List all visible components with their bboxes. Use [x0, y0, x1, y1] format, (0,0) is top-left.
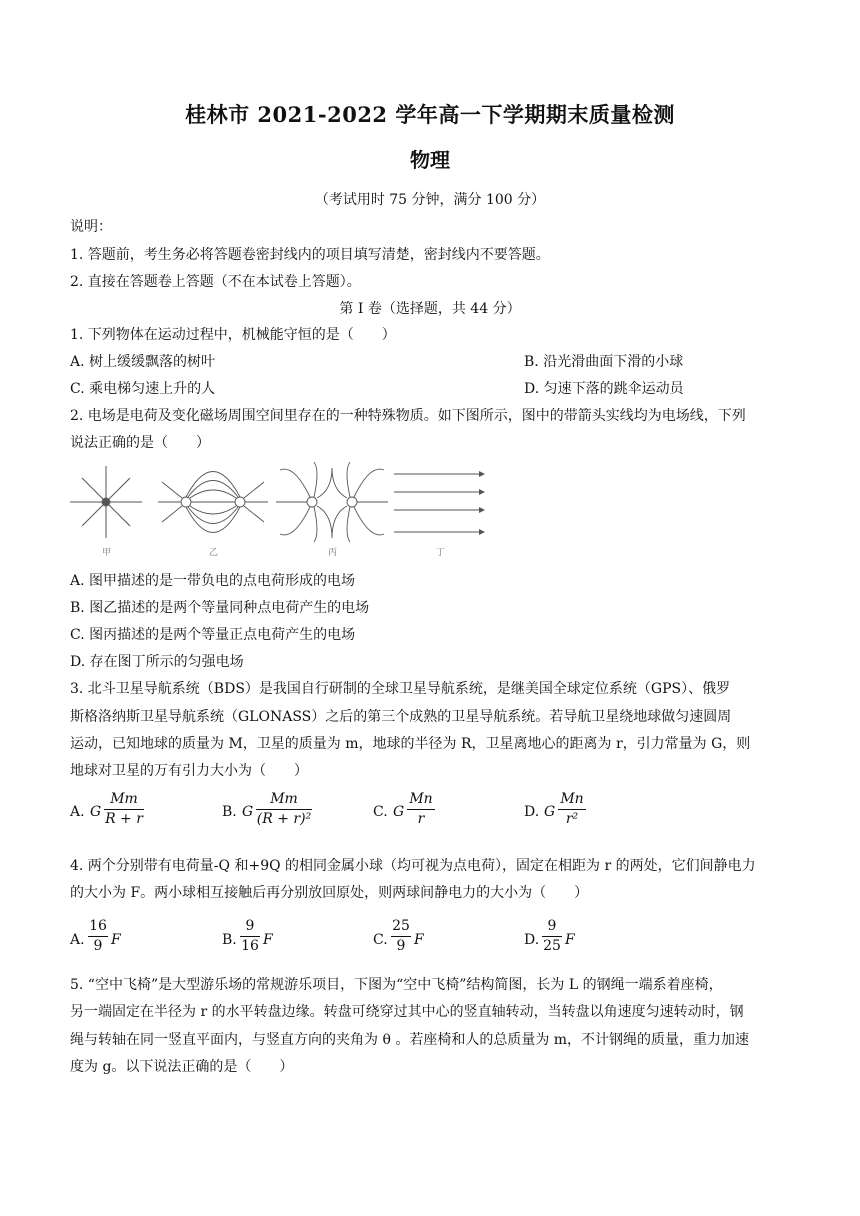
q4-line1: 4. 两个分别带有电荷量-Q 和+9Q 的相同金属小球（均可视为点电荷），固定在相距为 r 的两处，它们间静电力	[70, 858, 756, 874]
q5-line4: 度为 g。以下说法正确的是（ ）	[70, 1059, 294, 1075]
q2-option-b: B. 图乙描述的是两个等量同种点电荷产生的电场	[70, 600, 370, 616]
figure-label-ding: 丁	[436, 548, 446, 558]
q3-line1: 3. 北斗卫星导航系统（BDS）是我国自行研制的全球卫星导航系统，是继美国全球定位系统（GPS）、俄罗	[70, 681, 731, 697]
q2-option-d: D. 存在图丁所示的匀强电场	[70, 654, 244, 670]
q1-option-d: D. 匀速下落的跳伞运动员	[524, 381, 684, 397]
notes-heading: 说明：	[70, 219, 112, 235]
note-1: 1. 答题前，考生务必将答题卷密封线内的项目填写清楚，密封线内不要答题。	[70, 247, 550, 263]
q2-option-c: C. 图丙描述的是两个等量正点电荷产生的电场	[70, 627, 356, 643]
exam-title: 桂林市 2021-2022 学年高一下学期期末质量检测	[185, 102, 675, 127]
q1-option-c: C. 乘电梯匀速上升的人	[70, 381, 216, 397]
q5-line2: 另一端固定在半径为 r 的水平转盘边缘。转盘可绕穿过其中心的竖直轴转动，当转盘以角速度匀速转动时，钢	[70, 1004, 744, 1020]
figure-bing	[276, 462, 388, 542]
subject-title: 物理	[410, 148, 450, 172]
exam-info: （考试用时 75 分钟，满分 100 分）	[314, 192, 546, 208]
q3-line4: 地球对卫星的万有引力大小为（ ）	[70, 763, 308, 779]
figure-label-yi: 乙	[209, 548, 219, 558]
q3-line2: 斯格洛纳斯卫星导航系统（GLONASS）之后的第三个成熟的卫星导航系统。若导航卫星绕地球做匀速圆周	[70, 709, 732, 725]
q5-line3: 绳与转轴在同一竖直平面内，与竖直方向的夹角为 θ 。若座椅和人的总质量为 m，不计钢绳的质量，重力加速	[70, 1032, 750, 1048]
figure-jia	[70, 466, 142, 538]
figure-label-bing: 丙	[328, 548, 338, 558]
figure-ding	[394, 474, 484, 532]
q3-line3: 运动，已知地球的质量为 M，卫星的质量为 m，地球的半径为 R，卫星离地心的距离为 r，引力常量为 G，则	[70, 736, 751, 752]
figure-yi	[158, 472, 268, 533]
electric-field-figure	[64, 460, 504, 560]
q2-option-a: A. 图甲描述的是一带负电的点电荷形成的电场	[70, 573, 356, 589]
exam-page: 桂林市 2021-2022 学年高一下学期期末质量检测 物理 （考试用时 75 分钟，满分 100 分） 说明： 1. 答题前，考生务必将答题卷密封线内的项目填写清楚，密封线内不要答题。 2. 直接在答题卷上答题（不在本试卷上答题）。 第 I 卷（选择题，共 44 分） 1. 下列物体在运动过程中，机械能守恒的是（ ） A. 树上缓缓飘落的树叶 B. 沿光滑曲面下滑的小球 C. 乘电梯匀速上升的人 D. 匀速下落的跳伞运动员 2. 电场是电荷及变化磁场周围空间里存在的一种特殊物质。如下图所示，图中的带箭头实线均为电场线，下列 说法正确的是（ ） 甲 乙 丙 丁 A. 图甲描述的是一带负电的点电荷形成的电场 B. 图乙描述的是两个等量同种点电荷产生的电场 C. 图丙描述的是两个等量正点电荷产生的电场 D. 存在图丁所示的匀强电场 3. 北斗卫星导航系统（BDS）是我国自行研制的全球卫星导航系统，是继美国全球定位系统（GPS）、俄罗 斯格洛纳斯卫星导航系统（GLONASS）之后的第三个成熟的卫星导航系统。若导航卫星绕地球做匀速圆周 运动，已知地球的质量为 M，卫星的质量为 m，地球的半径为 R，卫星离地心的距离为 r，引力常量为 G，则 地球对卫星的万有引力大小为（ ） A. G Mm R + r B. G Mm (R + r)² C. G Mn r D. G Mn r² 4. 两个分别带有电荷量-Q 和+9Q 的相同金属小球（均可视为点电荷），固定在相距为 r 的两处，它们间静电力 的大小为 F。两小球相互接触后再分别放回原处，则两球间静电力的大小为（ ） A. 16 9 F B. 9 16 F C. 25 9 F D. 9 25 F 5. “空中飞椅”是大型游乐场的常规游乐项目，下图为“空中飞椅”结构简图，长为 L 的钢绳一端系着座椅， 另一端固定在半径为 r 的水平转盘边缘。转盘可绕穿过其中心的竖直轴转动，当转盘以角速度匀速转动时，钢 绳与转轴在同一竖直平面内，与竖直方向的夹角为 θ 。若座椅和人的总质量为 m，不计钢绳的质量，重力加速 度为 g。以下说法正确的是（ ）	[0, 0, 860, 1216]
q4-line2: 的大小为 F。两小球相互接触后再分别放回原处，则两球间静电力的大小为（ ）	[70, 885, 589, 901]
q5-line1: 5. “空中飞椅”是大型游乐场的常规游乐项目，下图为“空中飞椅”结构简图，长为 L 的钢绳一端系着座椅，	[70, 977, 723, 993]
q1-option-a: A. 树上缓缓飘落的树叶	[70, 354, 216, 370]
section-heading: 第 I 卷（选择题，共 44 分）	[339, 301, 521, 317]
q2-stem-line2: 说法正确的是（ ）	[70, 435, 210, 451]
q1-option-b: B. 沿光滑曲面下滑的小球	[524, 354, 684, 370]
figure-label-jia: 甲	[102, 548, 112, 558]
note-2: 2. 直接在答题卷上答题（不在本试卷上答题）。	[70, 274, 361, 290]
q2-stem-line1: 2. 电场是电荷及变化磁场周围空间里存在的一种特殊物质。如下图所示，图中的带箭头实线均为电场线，下列	[70, 408, 746, 424]
q1-stem: 1. 下列物体在运动过程中，机械能守恒的是（ ）	[70, 327, 396, 343]
